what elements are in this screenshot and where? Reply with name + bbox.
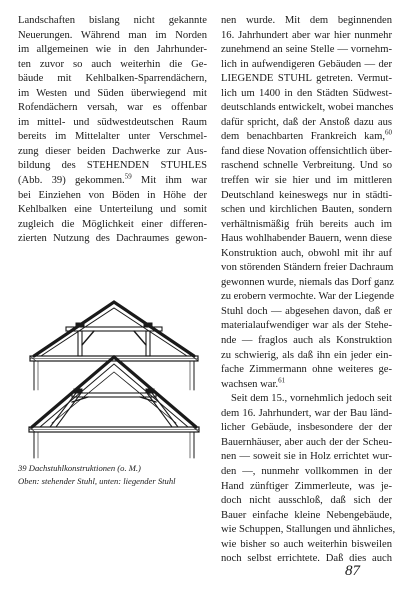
text-line <box>18 72 207 87</box>
text-line <box>18 174 207 189</box>
line-text: bereits im Mittelalter unter Verschmel- <box>18 131 207 143</box>
text-line <box>221 43 392 58</box>
line-text: zierten Nutzung des Dachraumes gewon- <box>18 233 207 245</box>
text-line <box>221 392 392 407</box>
line-text: den —, nunmehr vollkommen in der <box>221 465 392 477</box>
line-text: im allgemeinen wie in den Jahrhunder- <box>18 44 207 56</box>
text-line <box>221 261 392 276</box>
line-text: Bauernhäuser, aber auch der der Scheu- <box>221 436 392 448</box>
footnote-marker: 60 <box>385 128 392 137</box>
left-text-column <box>18 14 207 247</box>
text-line <box>18 29 207 44</box>
figure-caption <box>18 462 210 487</box>
line-text-after: Mit ihm war <box>131 175 207 187</box>
text-line <box>221 450 392 465</box>
line-text: schen und kirchlichen Bauten, sondern <box>221 204 392 216</box>
text-line <box>221 130 392 145</box>
line-text: nde — fraglos auch als Konstruktion <box>221 335 392 347</box>
line-text: materialaufwendiger war als der Stehe- <box>221 320 392 332</box>
text-line <box>18 218 207 233</box>
text-line <box>221 159 392 174</box>
text-line <box>221 552 392 567</box>
text-line <box>18 116 207 131</box>
text-line <box>221 276 392 291</box>
line-text: dem benachbarten Frankreich kam, <box>221 131 385 143</box>
text-line <box>221 509 392 524</box>
line-text: lich um 1400 in den Städten Südwest- <box>221 87 392 99</box>
line-text: lich in aufwendigeren Gebäuden — der <box>221 58 392 70</box>
text-line <box>18 101 207 116</box>
line-text: Stuhl doch — abgesehen davon, daß er <box>221 305 392 317</box>
line-text: nen wurde. Mit dem beginnenden <box>221 15 392 26</box>
line-text: Kehlbalken eine Unterteilung und somit <box>18 204 207 216</box>
text-line <box>221 116 392 131</box>
text-line <box>18 130 207 145</box>
text-line <box>221 101 392 116</box>
text-line <box>221 203 392 218</box>
right-text-column <box>221 14 396 567</box>
line-text: gewonnen wurde, niemals das Dorf ganz <box>221 276 394 288</box>
line-text: von störenden Ständern freier Dachraum <box>221 262 394 274</box>
line-text: Seit dem 15., vornehmlich jedoch seit <box>231 393 392 405</box>
text-line <box>221 465 392 480</box>
text-line <box>221 494 392 509</box>
line-text: zugleich die Möglichkeit einer differen- <box>18 218 207 230</box>
line-text: 16. Jahrhundert aber war hier nunmehr <box>221 29 392 41</box>
text-line <box>221 305 392 320</box>
page-number: 87 <box>345 563 360 579</box>
line-text: (Abb. 39) gekommen. <box>18 175 125 187</box>
line-text: Konstruktion auch, obwohl mit ihr auf <box>221 247 392 259</box>
line-text: im Westen und Süden überwiegend mit <box>18 87 207 99</box>
text-line <box>18 87 207 102</box>
text-line <box>221 189 392 204</box>
text-line <box>221 363 392 378</box>
line-text: bäude mit Kehlbalken-Sparrendächern, <box>18 73 207 85</box>
text-line <box>221 538 392 553</box>
text-line <box>221 349 392 364</box>
text-line <box>221 29 392 44</box>
line-text: zung dieser beiden Dachwerke zur Aus- <box>18 145 207 157</box>
line-text: Neuerungen. Während man im Norden <box>18 29 207 41</box>
liegender-stuhl-drawing <box>28 355 200 460</box>
line-text: fache Zimmermann ohne weiteres ge- <box>221 364 392 376</box>
text-line <box>18 159 207 174</box>
line-text: LIEGENDE STUHL getreten. Vermut- <box>221 73 392 85</box>
text-line <box>18 43 207 58</box>
line-text: Deutschland keineswegs nur in städti- <box>221 189 392 201</box>
text-line <box>221 407 392 422</box>
text-line <box>221 232 392 247</box>
line-text: im mittel- und südwestdeutschen Raum <box>18 116 207 128</box>
line-text: bildung des STEHENDEN STUHLES <box>18 160 207 172</box>
caption-line-1: 39 Dachstuhlkonstruktionen (o. M.) <box>18 463 141 473</box>
text-line <box>221 378 392 393</box>
text-line <box>18 203 207 218</box>
line-text: Landschaften bislang nicht gekannte <box>18 15 207 26</box>
line-text: raschend schnelle Verbreitung. Und so <box>221 160 392 172</box>
footnote-marker: 59 <box>124 172 132 181</box>
line-text: wie Schuppen, Stallungen und ähnliches, <box>221 524 396 536</box>
text-line <box>221 145 392 160</box>
text-line <box>221 480 392 495</box>
line-text: verhältnismäßig früh bereits auch im <box>221 218 392 230</box>
text-line <box>221 87 392 102</box>
text-line <box>221 290 395 305</box>
text-line <box>221 58 392 73</box>
line-text: nen — soweit sie in Holz errichtet wur- <box>221 451 392 463</box>
text-line <box>18 189 207 204</box>
text-line <box>221 523 396 538</box>
line-text: zu schwierig, als daß ihn ein jeder ein- <box>221 349 392 361</box>
text-line <box>221 436 392 451</box>
text-line <box>18 14 207 29</box>
line-text: wachsen war. <box>221 378 279 390</box>
text-line <box>221 72 392 87</box>
line-text: bei Einziehen von Böden in Höhe der <box>18 189 207 201</box>
text-line <box>18 58 207 73</box>
text-line <box>221 14 392 29</box>
line-text: licher Gebäude, insbesondere der der <box>221 422 392 434</box>
line-text: noch selbst errichtete. Daß dies auch <box>221 553 392 565</box>
text-line <box>18 145 207 160</box>
line-text: ten zuvor so auch weiterhin die Ge- <box>18 58 207 70</box>
line-text: doch nicht ausschloß, daß sich der <box>221 495 392 507</box>
text-line <box>221 218 392 233</box>
footnote-marker: 61 <box>278 376 286 385</box>
line-text: fand diese Novation offensichtlich über- <box>221 145 392 157</box>
line-text: deutschlands entwickelt, wobei manches <box>221 102 394 114</box>
text-line <box>221 319 392 334</box>
line-text: wie bisher so auch weiterhin bisweilen <box>221 538 392 550</box>
text-line <box>221 421 392 436</box>
line-text: Bauer einfache kleine Nebengebäude, <box>221 509 392 521</box>
line-text: zunehmend an seine Stelle — vornehm- <box>221 44 392 56</box>
text-line <box>221 247 392 262</box>
line-text: zu erobern vermochte. War der Liegende <box>221 291 395 303</box>
line-text: dem 16. Jahrhundert, war der Bau länd- <box>221 407 392 419</box>
caption-line-2: Oben: stehender Stuhl, unten: liegender Stuhl <box>18 475 176 486</box>
line-text: Rofendächern versah, war es offenbar <box>18 102 207 114</box>
text-line <box>221 334 392 349</box>
line-text: dafür spricht, daß der Anstoß dazu aus <box>221 116 392 128</box>
line-text: Hand zünftiger Zimmerleute, was je- <box>221 480 392 492</box>
text-line <box>18 232 207 247</box>
line-text: treffen wir sie hier und im mittleren <box>221 175 392 187</box>
text-line <box>221 174 392 189</box>
line-text: Haus wohlhabender Bauern, wenn diese <box>221 233 392 245</box>
